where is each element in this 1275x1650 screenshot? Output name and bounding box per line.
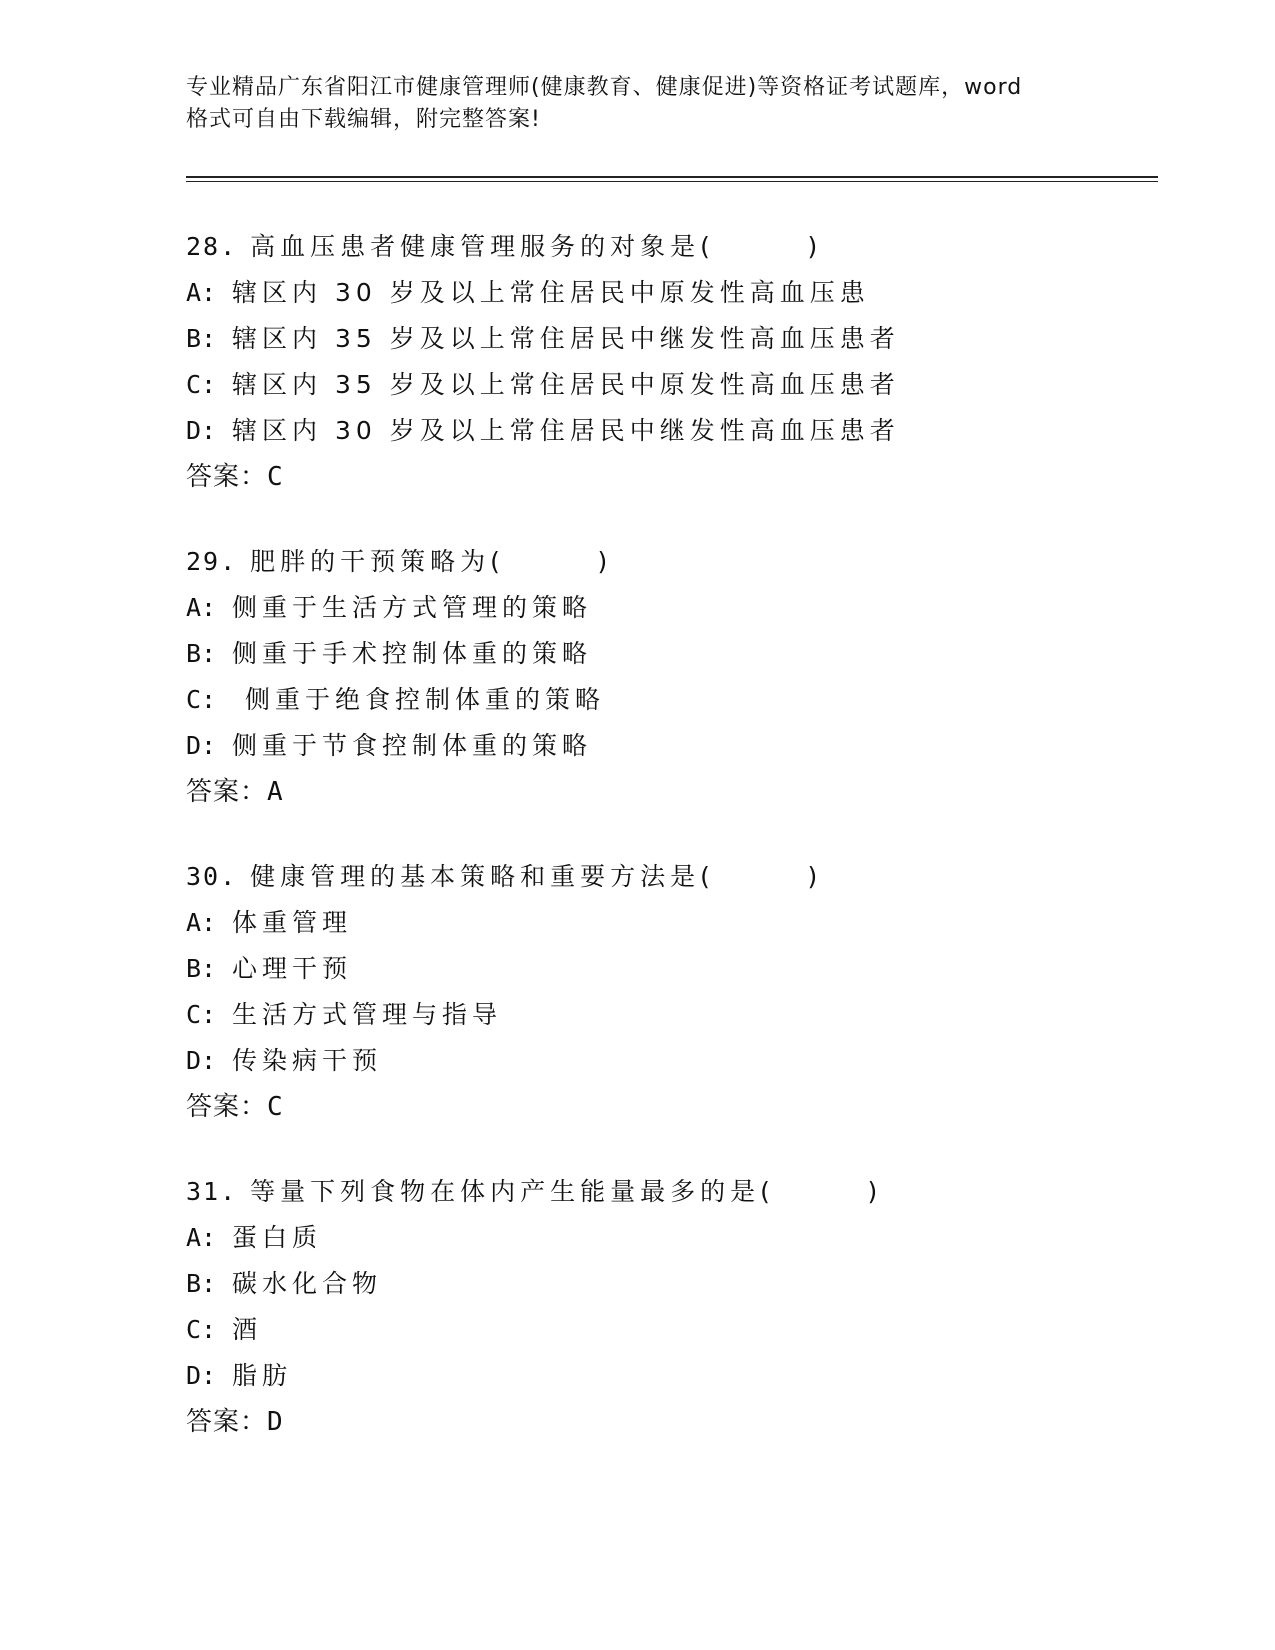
- option-label: A:: [186, 1223, 217, 1252]
- option-text: 蛋白质: [232, 1223, 323, 1252]
- question-text: 等量下列食物在体内产生能量最多的是(: [250, 1177, 775, 1206]
- option-label: C:: [186, 1315, 217, 1344]
- question-close-paren: ): [595, 547, 611, 576]
- option-label: D:: [186, 1361, 217, 1390]
- option-b: [186, 946, 1086, 992]
- question-stem: [186, 1169, 1086, 1215]
- answer-line: [186, 1084, 1086, 1130]
- question-28: [186, 224, 1086, 500]
- document-header: [186, 72, 1086, 136]
- answer-line: [186, 454, 1086, 500]
- option-label: B:: [186, 639, 217, 668]
- option-label: D:: [186, 1046, 217, 1075]
- question-number: 30.: [186, 862, 238, 891]
- answer-value: C: [267, 1092, 284, 1122]
- option-b: [186, 631, 1086, 677]
- option-d: [186, 1038, 1086, 1084]
- answer-value: C: [267, 462, 284, 492]
- option-b: [186, 316, 1086, 362]
- option-a: [186, 900, 1086, 946]
- answer-line: [186, 769, 1086, 815]
- option-label: A:: [186, 593, 217, 622]
- question-stem: [186, 224, 1086, 270]
- question-text: 肥胖的干预策略为(: [250, 547, 505, 576]
- option-text: 心理干预: [232, 954, 353, 983]
- option-c: [186, 1307, 1086, 1353]
- question-number: 29.: [186, 547, 238, 576]
- question-close-paren: ): [865, 1177, 881, 1206]
- option-text: 辖区内 35 岁及以上常住居民中原发性高血压患者: [232, 370, 900, 399]
- answer-label: 答案：: [186, 777, 268, 807]
- question-text: 高血压患者健康管理服务的对象是(: [250, 232, 715, 261]
- option-text: 辖区内 30 岁及以上常住居民中原发性高血压患: [232, 278, 870, 307]
- option-text: 侧重于手术控制体重的策略: [232, 639, 593, 668]
- option-label: B:: [186, 324, 217, 353]
- answer-value: D: [267, 1407, 284, 1437]
- question-number: 28.: [186, 232, 238, 261]
- option-b: [186, 1261, 1086, 1307]
- option-a: [186, 1215, 1086, 1261]
- question-close-paren: ): [805, 862, 821, 891]
- option-label: D:: [186, 416, 217, 445]
- header-line-2: 格式可自由下载编辑，附完整答案!: [186, 107, 541, 132]
- option-label: C:: [186, 685, 217, 714]
- header-line-1: 专业精品广东省阳江市健康管理师(健康教育、健康促进)等资格证考试题库，word: [186, 75, 1023, 100]
- question-text: 健康管理的基本策略和重要方法是(: [250, 862, 715, 891]
- option-text: 侧重于生活方式管理的策略: [232, 593, 593, 622]
- option-d: [186, 723, 1086, 769]
- option-text: 传染病干预: [232, 1046, 383, 1075]
- option-label: A:: [186, 908, 217, 937]
- option-text: 侧重于绝食控制体重的策略: [232, 685, 605, 714]
- question-number: 31.: [186, 1177, 238, 1206]
- question-30: [186, 854, 1086, 1130]
- question-31: [186, 1169, 1086, 1445]
- option-label: C:: [186, 370, 217, 399]
- answer-label: 答案：: [186, 462, 268, 492]
- option-d: [186, 408, 1086, 454]
- option-c: [186, 992, 1086, 1038]
- answer-value: A: [267, 777, 284, 807]
- question-stem: [186, 539, 1086, 585]
- answer-label: 答案：: [186, 1407, 268, 1437]
- option-label: D:: [186, 731, 217, 760]
- option-label: A:: [186, 278, 217, 307]
- header-divider-thick: [186, 176, 1158, 178]
- option-text: 辖区内 35 岁及以上常住居民中继发性高血压患者: [232, 324, 900, 353]
- option-a: [186, 270, 1086, 316]
- option-label: B:: [186, 1269, 217, 1298]
- option-text: 酒: [232, 1315, 263, 1344]
- option-text: 碳水化合物: [232, 1269, 383, 1298]
- header-divider-thin: [186, 181, 1158, 182]
- question-stem: [186, 854, 1086, 900]
- question-close-paren: ): [805, 232, 821, 261]
- option-text: 体重管理: [232, 908, 353, 937]
- option-label: B:: [186, 954, 217, 983]
- option-text: 侧重于节食控制体重的策略: [232, 731, 593, 760]
- option-text: 脂肪: [232, 1361, 293, 1390]
- question-29: [186, 539, 1086, 815]
- option-d: [186, 1353, 1086, 1399]
- answer-label: 答案：: [186, 1092, 268, 1122]
- answer-line: [186, 1399, 1086, 1445]
- option-a: [186, 585, 1086, 631]
- option-text: 生活方式管理与指导: [232, 1000, 503, 1029]
- option-text: 辖区内 30 岁及以上常住居民中继发性高血压患者: [232, 416, 900, 445]
- option-c: [186, 362, 1086, 408]
- option-c: [186, 677, 1086, 723]
- option-label: C:: [186, 1000, 217, 1029]
